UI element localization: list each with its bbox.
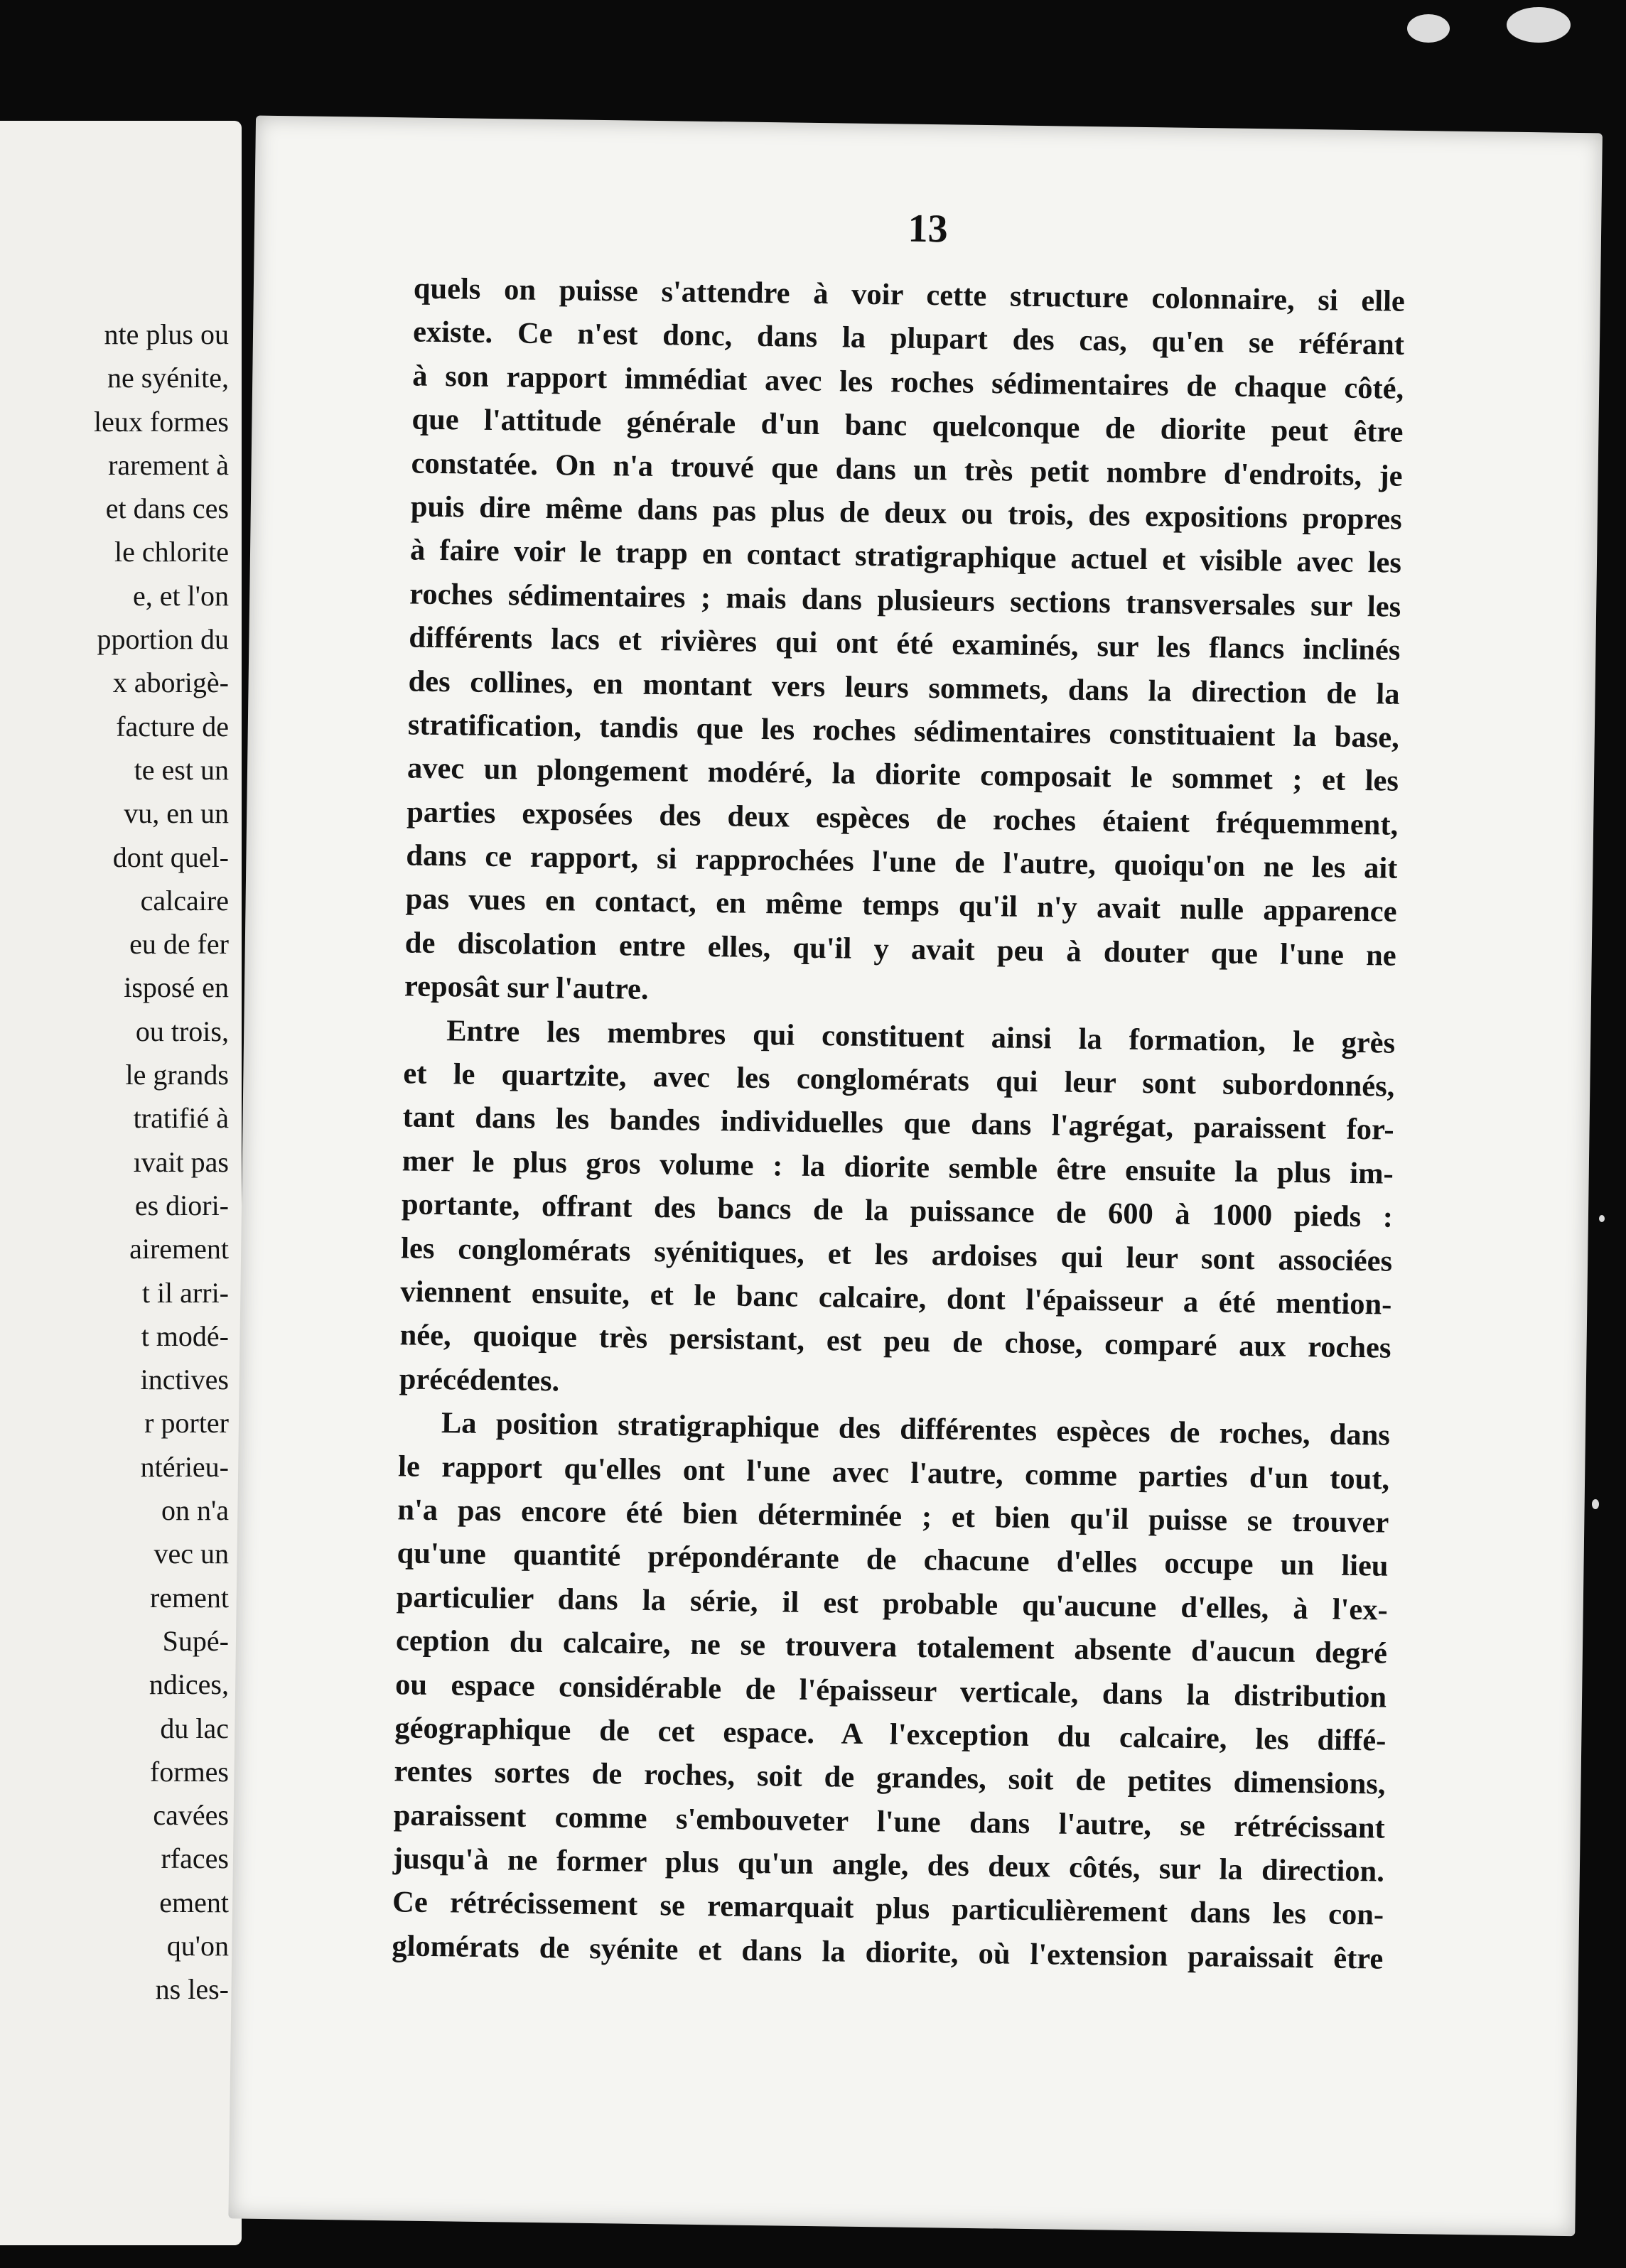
text-line: mer le plus gros volume : la diorite semble être ensuite la plus im- (402, 1144, 1394, 1191)
left-page-line: leux formes (94, 405, 229, 438)
text-line: les conglomérats syénitiques, et les ardoises qui leur sont associées (400, 1231, 1393, 1278)
left-page-line: t il arri- (141, 1276, 229, 1309)
left-page-line: pportion du (97, 623, 229, 656)
left-page-line: rement (149, 1581, 229, 1614)
text-line: quels on puisse s'attendre à voir cette structure colonnaire, si elle (413, 271, 1406, 318)
text-line: née, quoique très persistant, est peu de chose, comparé aux roches (399, 1318, 1391, 1366)
left-page-line: tratifié à (133, 1102, 229, 1135)
text-line: jusqu'à ne former plus qu'un angle, des deux côtés, sur la direction. (392, 1842, 1385, 1889)
left-page-line: es diori- (134, 1189, 229, 1221)
text-line: Ce rétrécissement se remarquait plus particulièrement dans les con- (392, 1885, 1384, 1933)
text-line: parties exposées des deux espèces de roches étaient fréquemment, (406, 795, 1399, 842)
left-page-line: t modé- (141, 1319, 229, 1352)
text-line: qu'une quantité prépondérante de chacune d'elles occupe un lieu (397, 1536, 1389, 1583)
text-line: glomérats de syénite et dans la diorite, où l'extension paraissait être (392, 1929, 1384, 1976)
left-page-line: ou trois, (135, 1015, 229, 1047)
text-line: de discolation entre elles, qu'il y avait peu à douter que l'une ne (404, 926, 1397, 973)
left-page-line: du lac (160, 1712, 229, 1744)
page-number: 13 (908, 206, 948, 252)
left-page-line: cavées (153, 1799, 229, 1832)
text-line: portante, offrant des bancs de la puissance de 600 à 1000 pieds : (401, 1187, 1394, 1234)
left-page-line: Supé- (162, 1624, 229, 1657)
left-page-line: ıvait pas (133, 1145, 229, 1178)
text-line: ception du calcaire, ne se trouvera totalement absente d'aucun degré (395, 1624, 1388, 1670)
left-page-line: qu'on (166, 1929, 229, 1962)
left-page-line: ns les- (155, 1973, 229, 2006)
scan-speck (1592, 1499, 1599, 1509)
text-line: le rapport qu'elles ont l'une avec l'autre, comme parties d'un tout, (397, 1449, 1390, 1496)
left-page-line: r porter (144, 1407, 229, 1440)
text-line: stratification, tandis que les roches sédimentaires constituaient la base, (407, 708, 1400, 755)
left-page-line: dont quel- (112, 841, 229, 873)
left-page-line: ndices, (149, 1668, 229, 1701)
text-line: pas vues en contact, en même temps qu'il n'y avait nulle apparence (405, 882, 1397, 929)
scan-speck (1599, 1215, 1605, 1222)
left-page-line: inctives (140, 1364, 229, 1396)
text-line: à son rapport immédiat avec les roches sédimentaires de chaque côté, (411, 359, 1404, 406)
text-line: que l'attitude générale d'un banc quelconque de diorite peut être (411, 402, 1404, 449)
scan-speck (1507, 7, 1571, 43)
scan-speck (1407, 14, 1450, 43)
body-text (392, 267, 1405, 1981)
text-line: tant dans les bandes individuelles que dans l'agrégat, paraissent for- (402, 1100, 1394, 1148)
left-page-line: te est un (134, 753, 229, 786)
left-page-line: rarement à (108, 448, 229, 481)
text-line: paraissent comme s'embouveter l'une dans l'autre, se rétrécissant (393, 1798, 1385, 1845)
text-line: dans ce rapport, si rapprochées l'une de l'autre, quoiqu'on ne les ait (406, 838, 1398, 885)
left-page-line: facture de (116, 710, 229, 742)
left-page-line: eu de fer (129, 928, 229, 961)
text-line: viennent ensuite, et le banc calcaire, dont l'épaisseur a été mention- (400, 1275, 1392, 1322)
text-line: n'a pas encore été bien déterminée ; et bien qu'il puisse se trouver (397, 1493, 1389, 1540)
paragraph (399, 1008, 1395, 1414)
left-page-line: rfaces (161, 1842, 229, 1875)
text-line: différents lacs et rivières qui ont été examinés, sur les flancs inclinés (409, 620, 1401, 667)
text-line: reposât sur l'autre. (404, 969, 649, 1007)
left-page-line: ement (159, 1886, 229, 1918)
left-page-fragment (0, 121, 242, 2245)
text-line: particulier dans la série, il est probable qu'aucune d'elles, à l'ex- (396, 1580, 1388, 1627)
text-line: La position stratigraphique des différentes espèces de roches, dans (441, 1406, 1391, 1452)
left-page-line: isposé en (124, 971, 229, 1004)
left-page-text (94, 313, 229, 2012)
left-page-line: le chlorite (114, 536, 229, 568)
text-line: rentes sortes de roches, soit de grandes, soit de petites dimensions, (394, 1754, 1386, 1801)
paragraph (404, 267, 1406, 1022)
text-line: ou espace considérable de l'épaisseur verticale, dans la distribution (394, 1667, 1387, 1714)
text-line: à faire voir le trapp en contact stratigraphique actuel et visible avec les (409, 533, 1402, 580)
left-page-line: airement (129, 1233, 229, 1265)
paragraph (392, 1401, 1390, 1981)
text-line: existe. Ce n'est donc, dans la plupart des cas, qu'en se référant (412, 315, 1405, 362)
left-page-line: e, et l'on (133, 579, 229, 612)
text-line: des collines, en montant vers leurs sommets, dans la direction de la (408, 664, 1400, 711)
text-line: roches sédimentaires ; mais dans plusieurs sections transversales sur les (409, 577, 1401, 624)
text-line: précédentes. (399, 1362, 560, 1398)
left-page-line: le grands (125, 1059, 229, 1091)
right-page (228, 116, 1603, 2237)
text-line: géographique de cet espace. A l'exception du calcaire, les diffé- (394, 1711, 1387, 1758)
text-line: puis dire même dans pas plus de deux ou trois, des expositions propres (410, 490, 1403, 536)
left-page-line: on n'a (161, 1494, 229, 1527)
left-page-line: ntérieu- (140, 1450, 229, 1483)
left-page-line: et dans ces (105, 492, 229, 525)
left-page-line: ne syénite, (107, 362, 229, 394)
left-page-line: vu, en un (124, 797, 229, 830)
text-line: avec un plongement modéré, la diorite composait le sommet ; et les (406, 751, 1399, 799)
left-page-line: formes (149, 1755, 229, 1788)
text-line: et le quartzite, avec les conglomérats qui leur sont subordonnés, (403, 1057, 1395, 1103)
text-line: constatée. On n'a trouvé que dans un très petit nombre d'endroits, je (411, 446, 1403, 493)
left-page-line: vec un (154, 1538, 229, 1570)
left-page-line: x aborigè- (112, 666, 229, 699)
text-line: Entre les membres qui constituent ainsi la formation, le grès (446, 1013, 1396, 1060)
left-page-line: calcaire (140, 884, 229, 917)
left-page-line: nte plus ou (104, 318, 229, 350)
